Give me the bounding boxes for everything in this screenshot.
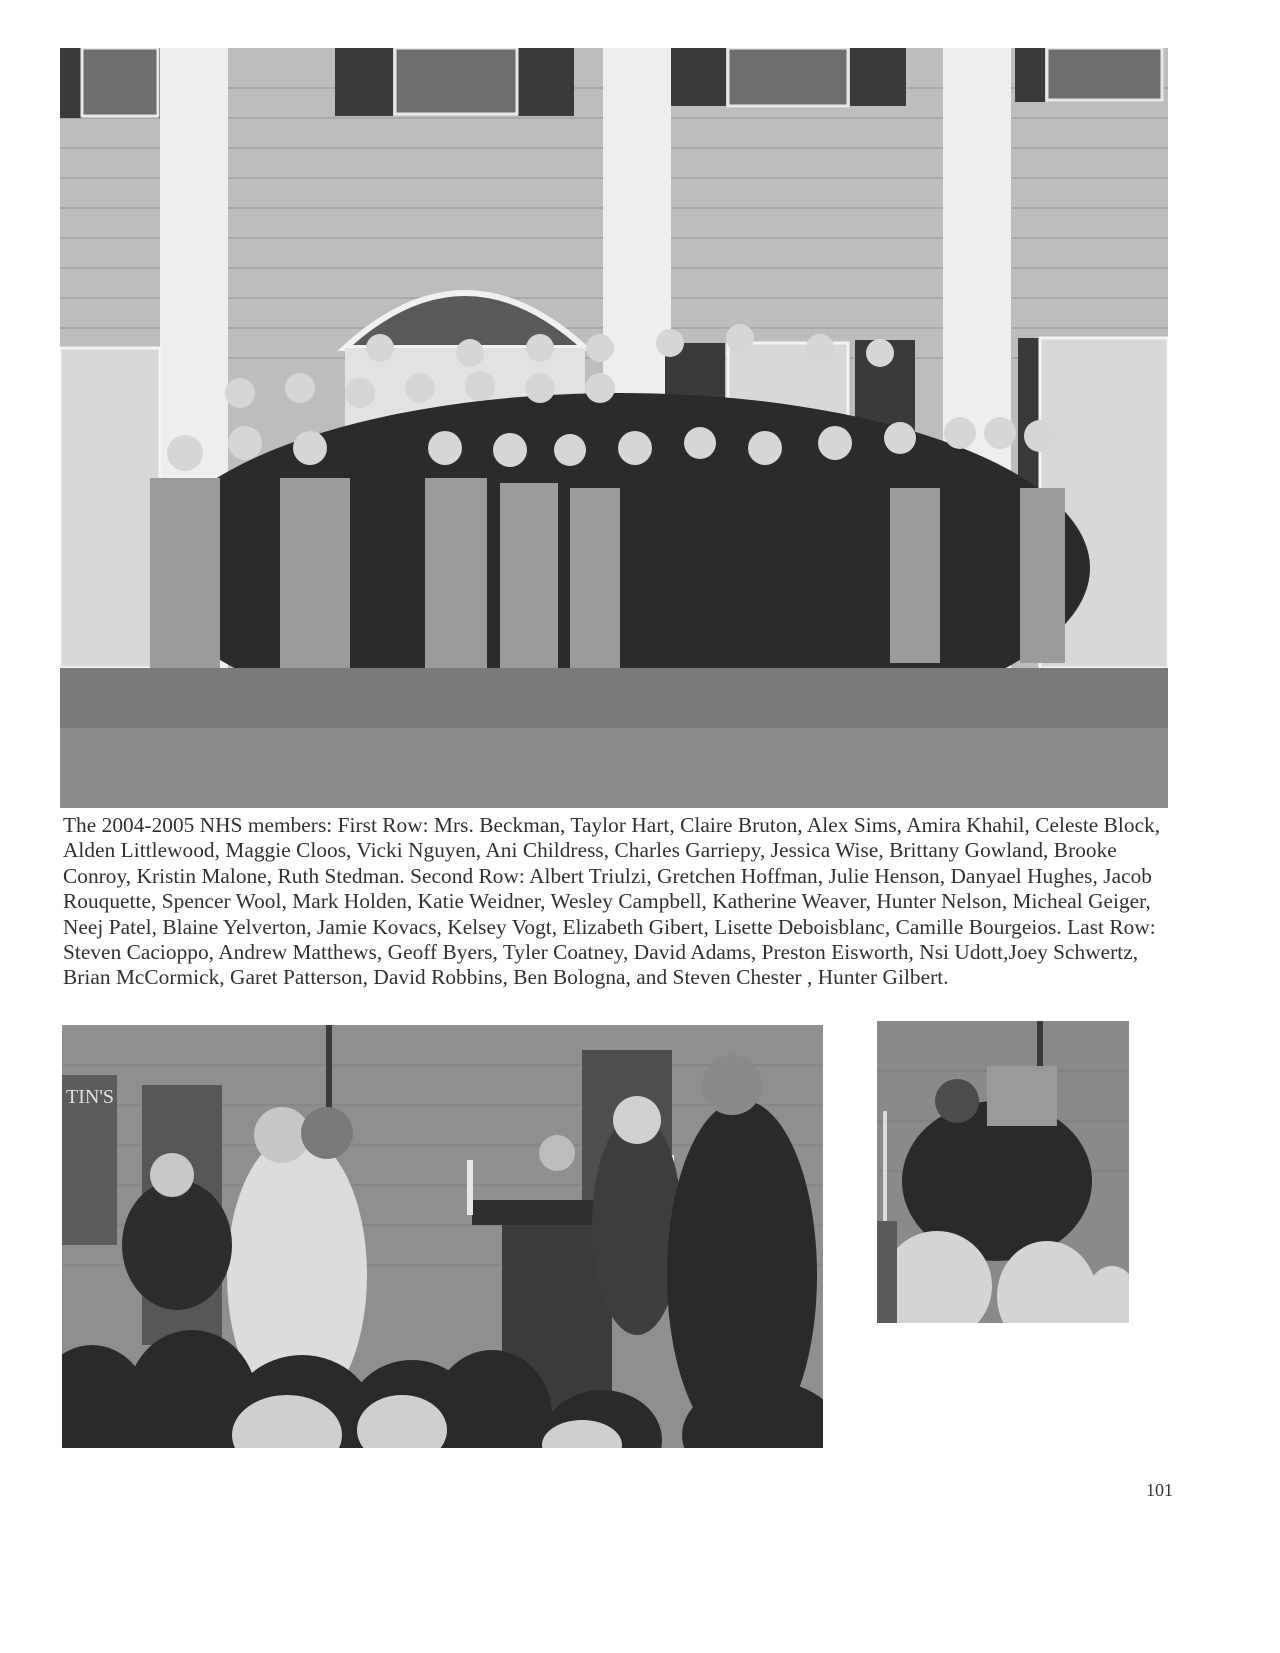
page-number: 101: [1146, 1480, 1173, 1500]
pinning-photo: [877, 1021, 1129, 1323]
ceremony-photo-image: [62, 1025, 823, 1448]
group-photo-caption: The 2004-2005 NHS members: First Row: Mrs. Beckman, Taylor Hart, Claire Bruton, Alex Sims, Amira Khahil, Celeste Block, Alden Littlewood, Maggie Cloos, Vicki Nguyen, Ani Childress, Charles Garriepy, Jessica Wise, Brittany Gowland, Brooke Conroy, Kristin Malone, Ruth Stedman. Second Row: Albert Triulzi, Gretchen Hoffman, Julie Henson, Danyael Hughes, Jacob Rouquette, Spencer Wool, Mark Holden, Katie Weidner, Wesley Campbell, Katherine Weaver, Hunter Nelson, Micheal Geiger, Neej Patel, Blaine Yelverton, Jamie Kovacs, Kelsey Vogt, Elizabeth Gibert, Lisette Deboisblanc, Camille Bourgeios. Last Row: Steven Cacioppo, Andrew Matthews, Geoff Byers, Tyler Coatney, David Adams, Preston Eisworth, Nsi Udott,Joey Schwertz, Brian McCormick, Garet Patterson, David Robbins, Ben Bologna, and Steven Chester , Hunter Gilbert.: [63, 813, 1161, 990]
school-sign-text: TIN'S: [66, 1086, 115, 1108]
group-photo: [60, 48, 1168, 808]
ceremony-photo: [62, 1025, 823, 1448]
group-photo-image: [60, 48, 1168, 808]
pinning-photo-image: [877, 1021, 1129, 1323]
